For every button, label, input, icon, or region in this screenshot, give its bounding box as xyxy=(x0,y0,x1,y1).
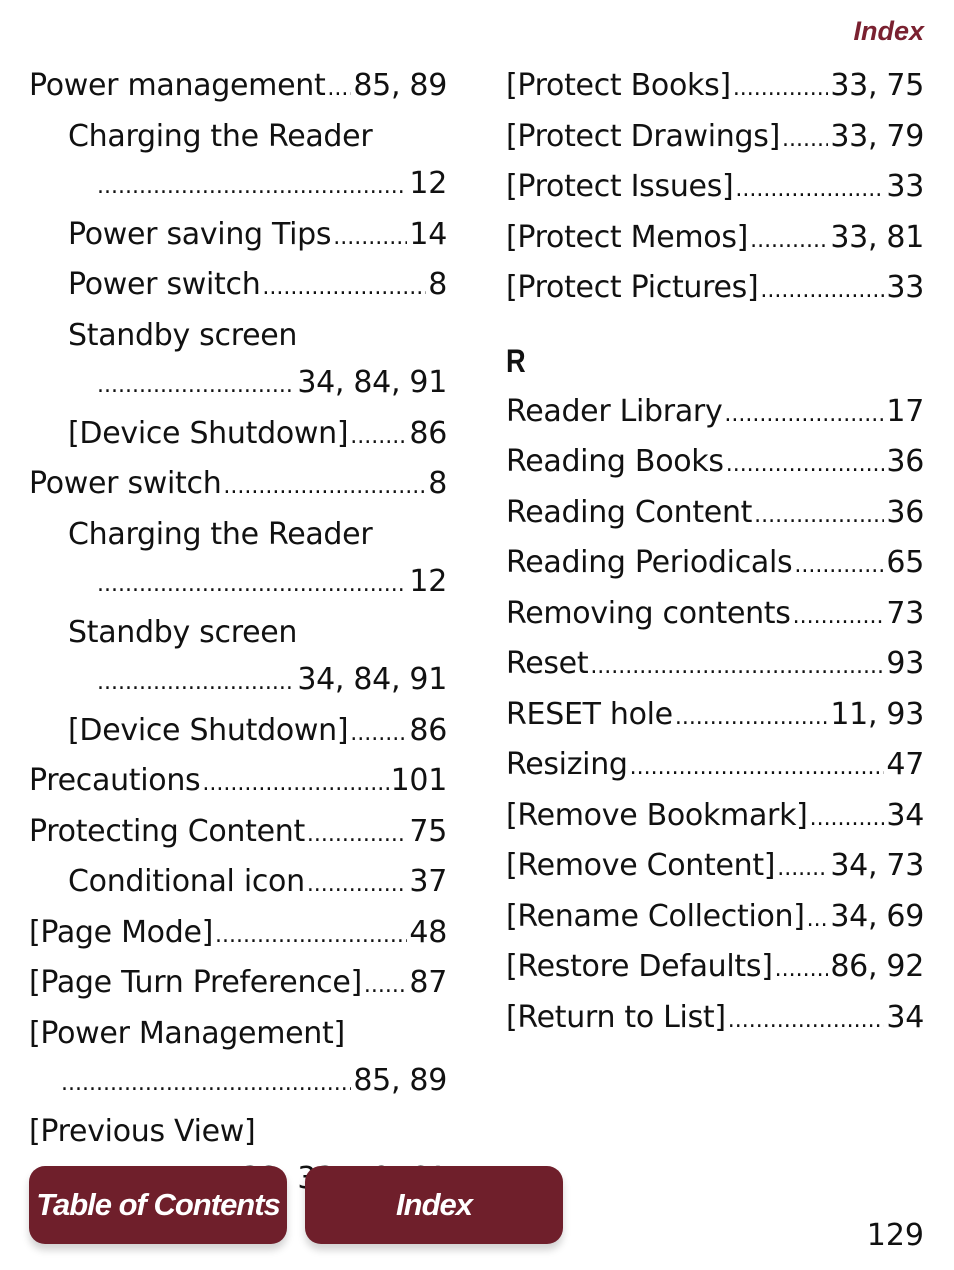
page-number: 129 xyxy=(866,1218,924,1253)
dot-leader xyxy=(794,542,884,590)
section-letter-heading: R xyxy=(506,342,526,379)
index-group-r xyxy=(506,388,924,1045)
dot-leader xyxy=(327,65,351,113)
index-entry-label: Power switch xyxy=(68,267,261,302)
index-entry-pages[interactable]: 36 xyxy=(886,494,924,530)
index-entry[interactable] xyxy=(29,858,447,909)
index-entry-label: Power management xyxy=(29,68,326,103)
index-entry[interactable] xyxy=(29,808,447,859)
index-entry-pages[interactable]: 48 xyxy=(409,914,447,950)
index-entry-label: [Protect Pictures] xyxy=(506,270,759,305)
index-entry-pages[interactable]: 33 xyxy=(886,270,924,305)
index-entry[interactable] xyxy=(29,609,447,657)
index-entry[interactable] xyxy=(506,539,924,590)
dot-leader xyxy=(750,217,828,265)
index-entry-pages[interactable]: 36 xyxy=(886,444,924,479)
index-entry-label: Standby screen xyxy=(68,614,298,650)
dot-leader xyxy=(262,264,426,312)
dot-leader xyxy=(810,795,885,843)
index-entry-label: [Page Turn Preference] xyxy=(29,965,362,1000)
index-entry[interactable] xyxy=(29,113,447,161)
index-entry[interactable] xyxy=(506,842,924,893)
index-entry-label: Power switch xyxy=(29,466,222,501)
dot-leader xyxy=(735,166,884,214)
index-entry[interactable] xyxy=(506,590,924,641)
index-column-right xyxy=(506,62,924,1044)
index-entry-label: Reset xyxy=(506,646,589,681)
index-entry[interactable] xyxy=(29,261,447,312)
dot-leader xyxy=(630,744,885,792)
index-entry-pages[interactable]: 65 xyxy=(886,545,924,580)
index-entry[interactable] xyxy=(29,410,447,461)
dot-leader xyxy=(754,492,884,540)
index-entry[interactable] xyxy=(506,691,924,742)
index-entry-label: RESET hole xyxy=(506,696,673,732)
index-entry-pages[interactable]: 85, 89 xyxy=(353,68,447,103)
index-entry-pages[interactable]: 73 xyxy=(886,595,924,631)
dot-leader xyxy=(215,912,407,960)
index-entry[interactable] xyxy=(29,1010,447,1058)
index-entry-label: Reader Library xyxy=(506,393,723,429)
index-entry-label: Conditional icon xyxy=(68,864,305,899)
index-entry-pages[interactable]: 8 xyxy=(428,267,447,302)
section-header: Index xyxy=(853,16,924,46)
dot-leader xyxy=(307,811,408,859)
index-entry[interactable] xyxy=(29,62,447,113)
index-entry-label: [Protect Books] xyxy=(506,68,731,103)
index-entry[interactable] xyxy=(506,943,924,994)
index-entry-pages[interactable]: 33, 75 xyxy=(830,68,924,103)
index-entry-label: [Rename Collection] xyxy=(506,898,805,934)
dot-leader xyxy=(350,710,407,758)
dot-leader xyxy=(202,760,388,808)
index-entry-label: Reading Content xyxy=(506,494,753,530)
index-entry[interactable] xyxy=(506,62,924,113)
index-entry-pages[interactable]: 33 xyxy=(886,169,924,204)
index-entry-label: [Device Shutdown] xyxy=(68,415,349,451)
index-entry-pages[interactable]: 86 xyxy=(409,712,447,748)
index-entry[interactable] xyxy=(506,438,924,489)
index-entry-label: [Protect Drawings] xyxy=(506,118,780,154)
index-entry-label: Reading Periodicals xyxy=(506,545,793,580)
index-entry-label: Reading Books xyxy=(506,444,724,479)
index-entry[interactable] xyxy=(29,707,447,758)
dot-leader xyxy=(724,391,884,439)
index-entry[interactable] xyxy=(506,163,924,214)
dot-leader xyxy=(223,463,426,511)
index-entry-label: Protecting Content xyxy=(29,813,305,849)
index-entry-label: [Remove Bookmark] xyxy=(506,797,808,833)
dot-leader xyxy=(97,163,407,211)
index-entry-pages[interactable]: 34, 73 xyxy=(830,848,924,883)
index-entry[interactable] xyxy=(29,511,447,559)
index-entry-pages[interactable]: 12 xyxy=(409,564,447,599)
index-entry[interactable] xyxy=(29,1057,447,1108)
index-entry[interactable] xyxy=(29,160,447,211)
index-entry-label: Standby screen xyxy=(68,317,298,353)
index-entry-label: Removing contents xyxy=(506,595,791,631)
index-entry-label: [Previous View] xyxy=(29,1113,256,1149)
index-entry[interactable] xyxy=(506,214,924,265)
index-entry[interactable] xyxy=(506,792,924,843)
dot-leader xyxy=(333,214,407,262)
index-entry-label: Power saving Tips xyxy=(68,216,332,252)
table-of-contents-button[interactable]: Table of Contents xyxy=(29,1166,287,1244)
index-entry[interactable] xyxy=(29,460,447,511)
index-entry-pages[interactable]: 101 xyxy=(390,763,447,798)
index-entry-pages[interactable]: 14 xyxy=(409,216,447,252)
index-entry-label: Precautions xyxy=(29,763,201,798)
index-entry-pages[interactable]: 75 xyxy=(409,813,447,849)
index-entry-label: [Page Mode] xyxy=(29,914,214,950)
index-entry-pages[interactable]: 85, 89 xyxy=(353,1063,447,1098)
index-entry-label: [Restore Defaults] xyxy=(506,949,773,984)
index-button[interactable]: Index xyxy=(305,1166,563,1244)
index-entry-pages[interactable]: 17 xyxy=(886,393,924,429)
dot-leader xyxy=(733,65,829,113)
dot-leader xyxy=(675,694,829,742)
index-entry[interactable] xyxy=(29,757,447,808)
index-entry-pages[interactable]: 87 xyxy=(409,965,447,1000)
dot-leader xyxy=(728,997,885,1045)
dot-leader xyxy=(777,845,828,893)
dot-leader xyxy=(726,441,885,489)
index-column-left xyxy=(29,62,447,1206)
index-entry-label: [Remove Content] xyxy=(506,848,776,883)
dot-leader xyxy=(97,362,295,410)
index-entry-label: [Device Shutdown] xyxy=(68,712,349,748)
index-entry-pages[interactable]: 33, 79 xyxy=(830,118,924,154)
index-entry[interactable] xyxy=(506,994,924,1045)
dot-leader xyxy=(97,659,295,707)
index-entry-label: [Protect Memos] xyxy=(506,219,749,255)
dot-leader xyxy=(590,643,884,691)
index-entry-pages[interactable]: 86 xyxy=(409,415,447,451)
index-entry-pages[interactable]: 47 xyxy=(886,747,924,782)
index-entry-label: Resizing xyxy=(506,747,628,782)
index-entry[interactable] xyxy=(506,640,924,691)
index-entry[interactable] xyxy=(29,1108,447,1156)
index-entry[interactable] xyxy=(29,909,447,960)
dot-leader xyxy=(61,1060,351,1108)
index-group-p xyxy=(506,62,924,315)
index-entry-pages[interactable]: 34 xyxy=(886,999,924,1035)
index-entry-pages[interactable]: 34, 84, 91 xyxy=(297,365,447,400)
dot-leader xyxy=(782,116,828,164)
dot-leader xyxy=(775,946,829,994)
dot-leader xyxy=(760,267,884,315)
index-entry[interactable] xyxy=(29,558,447,609)
index-entry-label: [Protect Issues] xyxy=(506,169,734,204)
index-entry-label: [Return to List] xyxy=(506,999,726,1035)
index-entry[interactable] xyxy=(506,893,924,944)
index-entry-pages[interactable]: 11, 93 xyxy=(830,696,924,732)
dot-leader xyxy=(364,962,408,1010)
index-entry-label: Charging the Reader xyxy=(68,516,373,552)
index-entry-pages[interactable]: 86, 92 xyxy=(830,949,924,984)
dot-leader xyxy=(350,413,407,461)
index-entry-pages[interactable]: 34, 69 xyxy=(830,898,924,934)
dot-leader xyxy=(97,561,407,609)
index-entry[interactable] xyxy=(506,741,924,792)
dot-leader xyxy=(307,861,408,909)
index-entry[interactable] xyxy=(506,489,924,540)
index-entry[interactable] xyxy=(29,959,447,1010)
index-entry-pages[interactable]: 34 xyxy=(886,797,924,833)
index-entry[interactable] xyxy=(506,113,924,164)
index-entry-pages[interactable]: 12 xyxy=(409,166,447,201)
dot-leader xyxy=(807,896,829,944)
index-entry[interactable] xyxy=(29,656,447,707)
index-entry[interactable] xyxy=(29,312,447,360)
index-entry-pages[interactable]: 34, 84, 91 xyxy=(297,662,447,697)
index-entry-label: Charging the Reader xyxy=(68,118,373,154)
index-entry-pages[interactable]: 8 xyxy=(428,466,447,501)
index-entry[interactable] xyxy=(29,359,447,410)
index-entry-pages[interactable]: 37 xyxy=(409,864,447,899)
index-entry-pages[interactable]: 93 xyxy=(886,646,924,681)
index-entry-pages[interactable]: 33, 81 xyxy=(830,219,924,255)
dot-leader xyxy=(793,593,885,641)
index-entry[interactable] xyxy=(506,264,924,315)
index-entry[interactable] xyxy=(29,211,447,262)
index-entry-label: [Power Management] xyxy=(29,1015,345,1051)
index-entry[interactable] xyxy=(506,388,924,439)
